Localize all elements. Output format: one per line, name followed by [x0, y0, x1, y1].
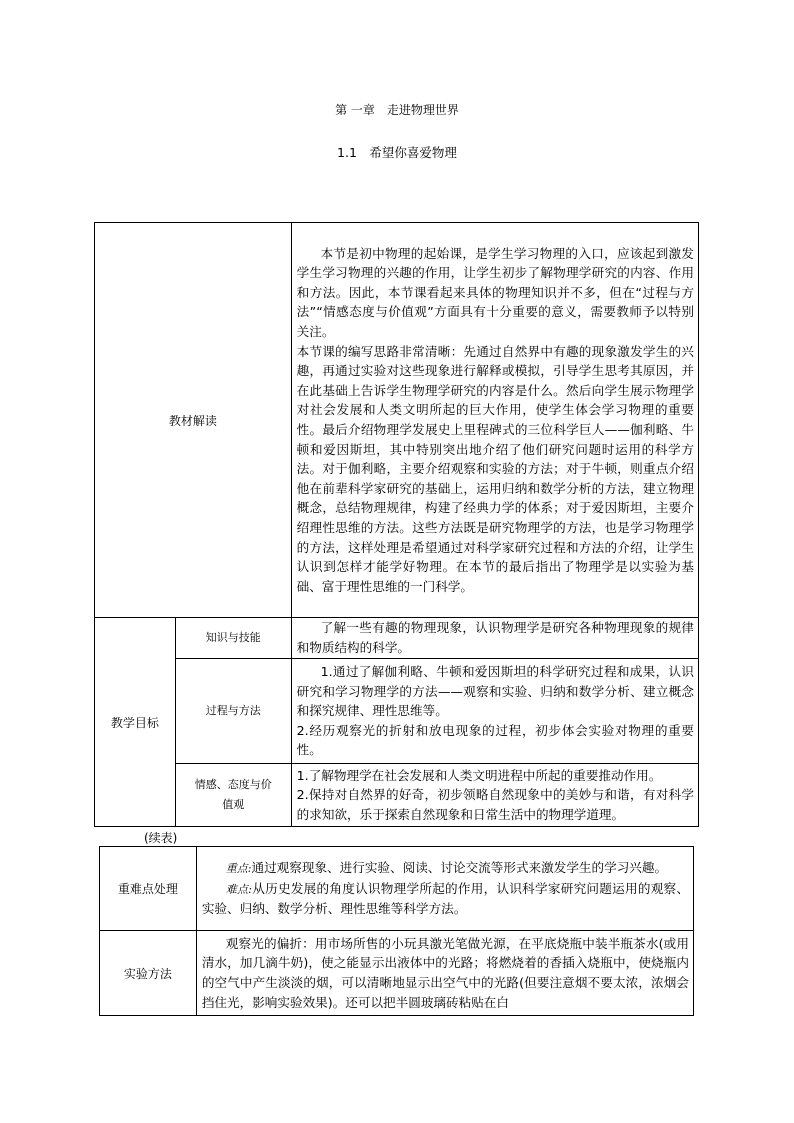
qinggan-content — [291, 764, 698, 827]
guocheng-item-1: 1.通过了解伽利略、牛顿和爱因斯坦的科学研究过程和成果，认识研究和学习物理学的方法——观察和实验、归纳和数学分析、建立概念和探究规律、理性思维等。 — [296, 664, 694, 719]
qinggan-label — [175, 764, 291, 827]
jiaocai-content — [291, 223, 698, 618]
continued-note: (续表) — [144, 831, 178, 845]
continued-table — [99, 846, 694, 1016]
zhishi-content — [291, 618, 698, 659]
chapter-title: 第 一章 走进物理世界 — [335, 103, 459, 117]
guocheng-content — [291, 659, 698, 764]
zhongnan-label: 重难点处理 — [100, 847, 197, 931]
shiyan-label: 实验方法 — [100, 931, 197, 1016]
jiaocai-para-2: 本节课的编写思路非常清晰：先通过自然界中有趣的现象激发学生的兴趣，再通过实验对这些现象进行解释或模拟，引导学生思考其原因，并在此基础上告诉学生物理学研究的内容是什么。然后向学生展示物理学对社会发展和人类文明所起的巨大作用，使学生体会学习物理的重要性。最后介绍物理学发展史上里程碑式的三位科学巨人——伽利略、牛顿和爱因斯坦，其中特别突出地介绍了他们研究问题时运用的科学方法。对于伽利略，主要介绍观察和实验的方法；对于牛顿，则重点介绍他在前辈科学家研究的基础上，运用归纳和数学分析的方法，建立物理概念，总结物理规律，构建了经典力学的体系；对于爱因斯坦，主要介绍理性思维的方法。这些方法既是研究物理学的方法，也是学习物理学的方法，这样处理是希望通过对科学家研究过程和方法的介绍，让学生认识到怎样才能学好物理。在本节的最后指出了物理学是以实验为基础、富于理性思维的一门科学。 — [296, 343, 694, 594]
qinggan-label-line-1: 情感、态度与价 — [194, 778, 272, 791]
zhishi-text: 了解一些有趣的物理现象，认识物理学是研究各种物理现象的规律和物质结构的科学。 — [296, 620, 694, 655]
shiyan-text: 观察光的偏折：用市场所售的小玩具激光笔做光源，在平底烧瓶中装半瓶茶水(或用清水，加几滴牛奶)，使之能显示出液体中的光路；将燃烧着的香插入烧瓶中，使烧瓶内的空气中产生淡淡的烟，可以清晰地显示出空气中的光路(但要注意烟不要太浓，浓烟会挡住光，影响实验效果)。还可以把半圆玻璃砖粘贴在白 — [201, 935, 689, 1010]
nandian-body: 从历史发展的角度认识物理学所起的作用，认识科学家研究问题运用的观察、实验、归纳、数学分析、理性思维等科学方法。 — [201, 880, 689, 917]
qinggan-item-2: 2.保持对自然界的好奇，初步领略自然现象中的美妙与和谐，有对科学的求知欲，乐于探索自然现象和日常生活中的物理学道理。 — [296, 787, 694, 822]
zhongdian-key: 重点: — [225, 862, 252, 876]
section-title: 1.1 希望你喜爱物理 — [337, 145, 457, 160]
lesson-table — [94, 222, 699, 827]
shiyan-content — [196, 931, 693, 1016]
zhongdian-text — [202, 858, 689, 879]
jiaocai-label: 教材解读 — [95, 223, 292, 618]
qinggan-item-1: 1.了解物理学在社会发展和人类文明进程中所起的重要推动作用。 — [296, 767, 662, 783]
zhongdian-body: 通过观察现象、进行实验、阅读、讨论交流等形式来激发学生的学习兴趣。 — [251, 860, 668, 876]
nandian-text — [202, 879, 689, 919]
guocheng-item-2: 2.经历观察光的折射和放电现象的过程，初步体会实验对物理的重要性。 — [296, 722, 694, 758]
nandian-key: 难点: — [225, 882, 252, 896]
zhishi-label: 知识与技能 — [175, 618, 291, 659]
qinggan-label-line-2: 值观 — [222, 798, 245, 811]
mubiao-label: 教学目标 — [95, 618, 176, 827]
zhongnan-content — [196, 847, 693, 931]
jiaocai-para-1: 本节是初中物理的起始课，是学生学习物理的入口，应该起到激发学生学习物理的兴趣的作用，让学生初步了解物理学研究的内容、作用和方法。因此，本节课看起来具体的物理知识并不多，但在“过程与方法”“情感态度与价值观”方面具有十分重要的意义，需要教师予以特别关注。 — [296, 245, 694, 340]
guocheng-label: 过程与方法 — [175, 659, 291, 764]
